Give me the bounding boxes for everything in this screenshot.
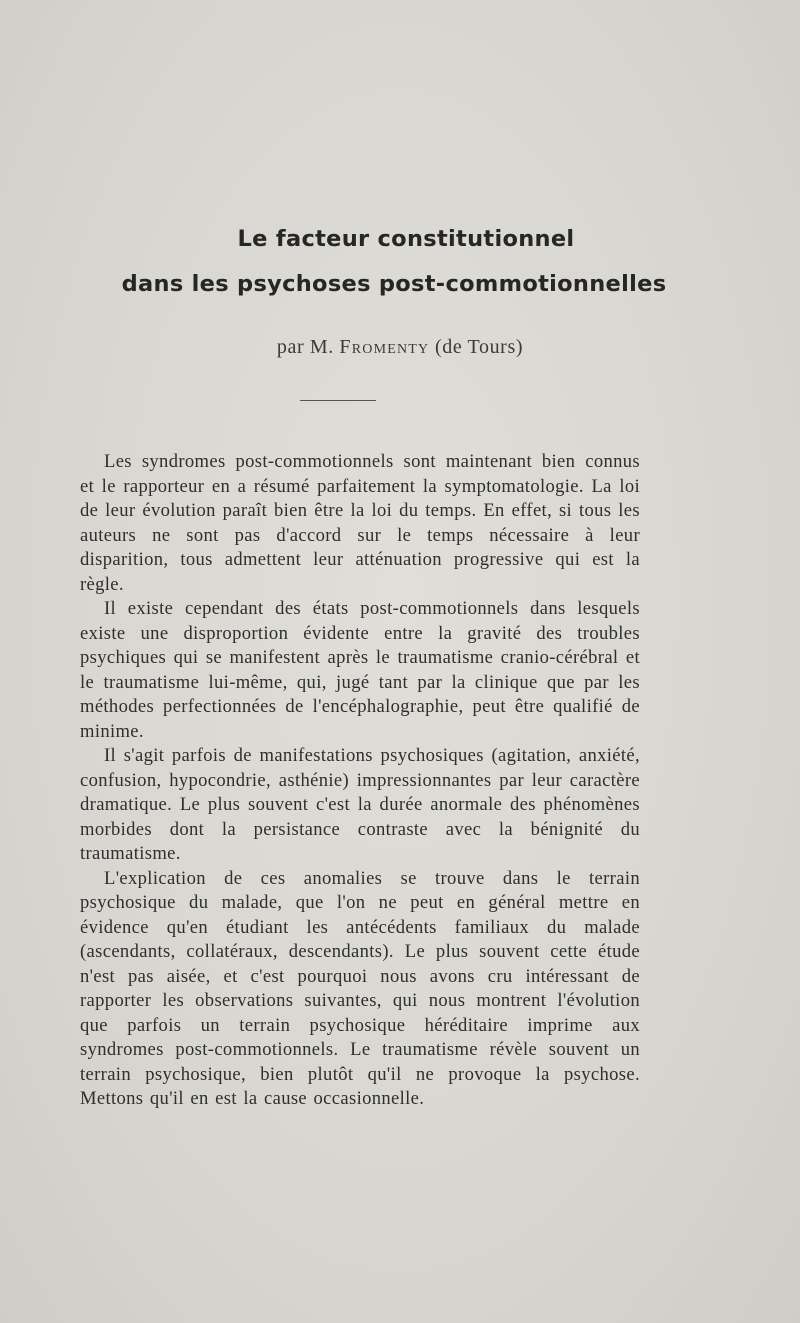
byline-affiliation: (de Tours): [434, 336, 524, 358]
article-title-line-2: dans les psychoses post-commotionnelles: [121, 271, 667, 297]
title-separator-rule: [300, 400, 376, 401]
article-body: [80, 450, 640, 1112]
paragraph: L'explication de ces anomalies se trouve dans le terrain psychosique du malade, que l'on ne peut en général mettre en évidence qu'en étudiant les antécédents familiaux du malade (ascendants, collatéraux, descendants). Le plus souvent cette étude n'est pas aisée, et c'est pourquoi nous avons cru intéressant de rapporter les observations suivantes, qui nous montrent l'évolution que parfois un terrain psychosique héréditaire imprime aux syndromes post-commotionnels. Le traumatisme révèle souvent un terrain psychosique, bien plutôt qu'il ne provoque la psychose. Mettons qu'il en est la cause occasionnelle.: [80, 867, 640, 1109]
paragraph: Il s'agit parfois de manifestations psychosiques (agitation, anxiété, confusion, hypocondrie, asthénie) impressionnantes par leur caractère dramatique. Le plus souvent c'est la durée anormale des phénomènes morbides dont la persistance contraste avec la bénignité du traumatisme.: [80, 745, 640, 864]
paragraph: Les syndromes post-commotionnels sont maintenant bien connus et le rapporteur en a résumé parfaitement la symptomatologie. La loi de leur évolution paraît bien être la loi du temps. En effet, si tous les auteurs ne sont pas d'accord sur le temps nécessaire à leur disparition, tous admettent leur atténuation progressive qui est la règle.: [80, 451, 640, 595]
author-name: Fromenty: [339, 336, 430, 358]
article-title-line-1: Le facteur constitutionnel: [237, 226, 575, 252]
paragraph: Il existe cependant des états post-commotionnels dans lesquels existe une disproportion évidente entre la gravité des troubles psychiques qui se manifestent après le traumatisme cranio-cérébral et le traumatisme lui-même, qui, jugé tant par la clinique que par les méthodes perfectionnées de l'encéphalographie, peut être qualifié de minime.: [80, 598, 640, 742]
byline-prefix: par M.: [276, 336, 334, 358]
byline: [0, 336, 800, 359]
